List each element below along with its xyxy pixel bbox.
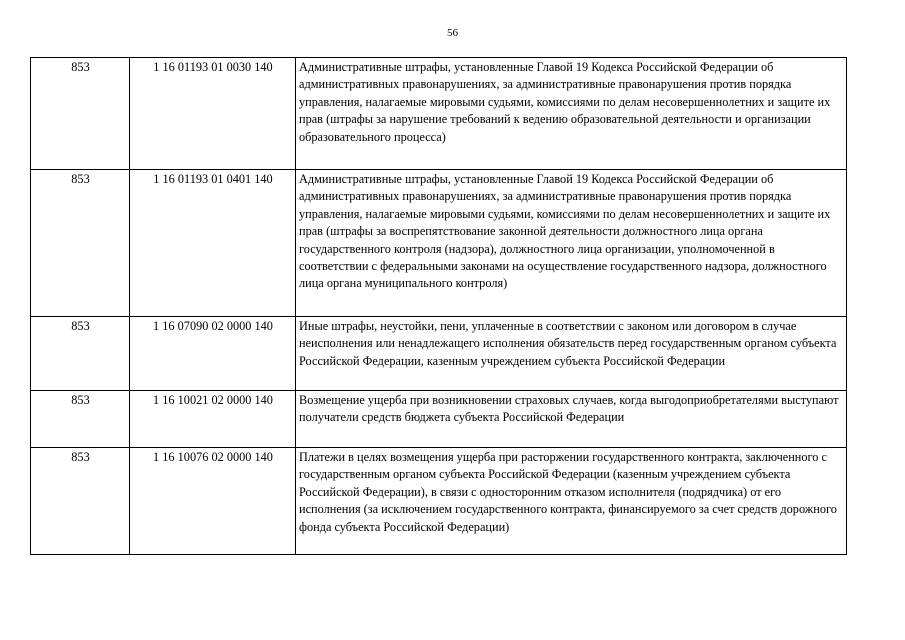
page-number: 56 <box>447 27 458 39</box>
income-name-cell: Административные штрафы, установленные Главой 19 Кодекса Российской Федерации об административных правонарушениях, за административные правонарушения против порядка управления, налагаемые мировыми судьями, комиссиями по делам несовершеннолетних и защите их прав (штрафы за нарушение требований к ведению образовательной деятельности и организации образовательного процесса) <box>296 58 847 170</box>
admin-code-cell: 853 <box>31 391 130 448</box>
admin-code-cell: 853 <box>31 170 130 317</box>
table-row <box>31 317 847 391</box>
income-name-cell: Возмещение ущерба при возникновении страховых случаев, когда выгодоприобретателями выступают получатели средств бюджета субъекта Российской Федерации <box>296 391 847 448</box>
admin-code-cell: 853 <box>31 58 130 170</box>
admin-code-cell: 853 <box>31 317 130 391</box>
budget-code-cell: 1 16 07090 02 0000 140 <box>130 317 296 391</box>
budget-code-cell: 1 16 01193 01 0401 140 <box>130 170 296 317</box>
budget-code-cell: 1 16 01193 01 0030 140 <box>130 58 296 170</box>
income-name-cell: Иные штрафы, неустойки, пени, уплаченные в соответствии с законом или договором в случае неисполнения или ненадлежащего исполнения обязательств перед государственным органом субъекта Российской Федерации, казенным учреждением субъекта Российской Федерации <box>296 317 847 391</box>
income-name-cell: Административные штрафы, установленные Главой 19 Кодекса Российской Федерации об административных правонарушениях, за административные правонарушения против порядка управления, налагаемые мировыми судьями, комиссиями по делам несовершеннолетних и защите их прав (штрафы за воспрепятствование законной деятельности должностного лица органа государственного контроля (надзора), должностного лица организации, уполномоченной в соответствии с федеральными законами на осуществление государственного надзора, должностного лица органа муниципального контроля) <box>296 170 847 317</box>
admin-code-cell: 853 <box>31 448 130 555</box>
table-row <box>31 391 847 448</box>
budget-code-cell: 1 16 10021 02 0000 140 <box>130 391 296 448</box>
budget-codes-table <box>30 57 847 555</box>
table-row <box>31 58 847 170</box>
table-row <box>31 170 847 317</box>
budget-code-cell: 1 16 10076 02 0000 140 <box>130 448 296 555</box>
table-row <box>31 448 847 555</box>
income-name-cell: Платежи в целях возмещения ущерба при расторжении государственного контракта, заключенного с государственным органом субъекта Российской Федерации (казенным учреждением субъекта Российской Федерации), в связи с односторонним отказом исполнителя (подрядчика) от его исполнения (за исключением государственного контракта, финансируемого за счет средств дорожного фонда субъекта Российской Федерации) <box>296 448 847 555</box>
